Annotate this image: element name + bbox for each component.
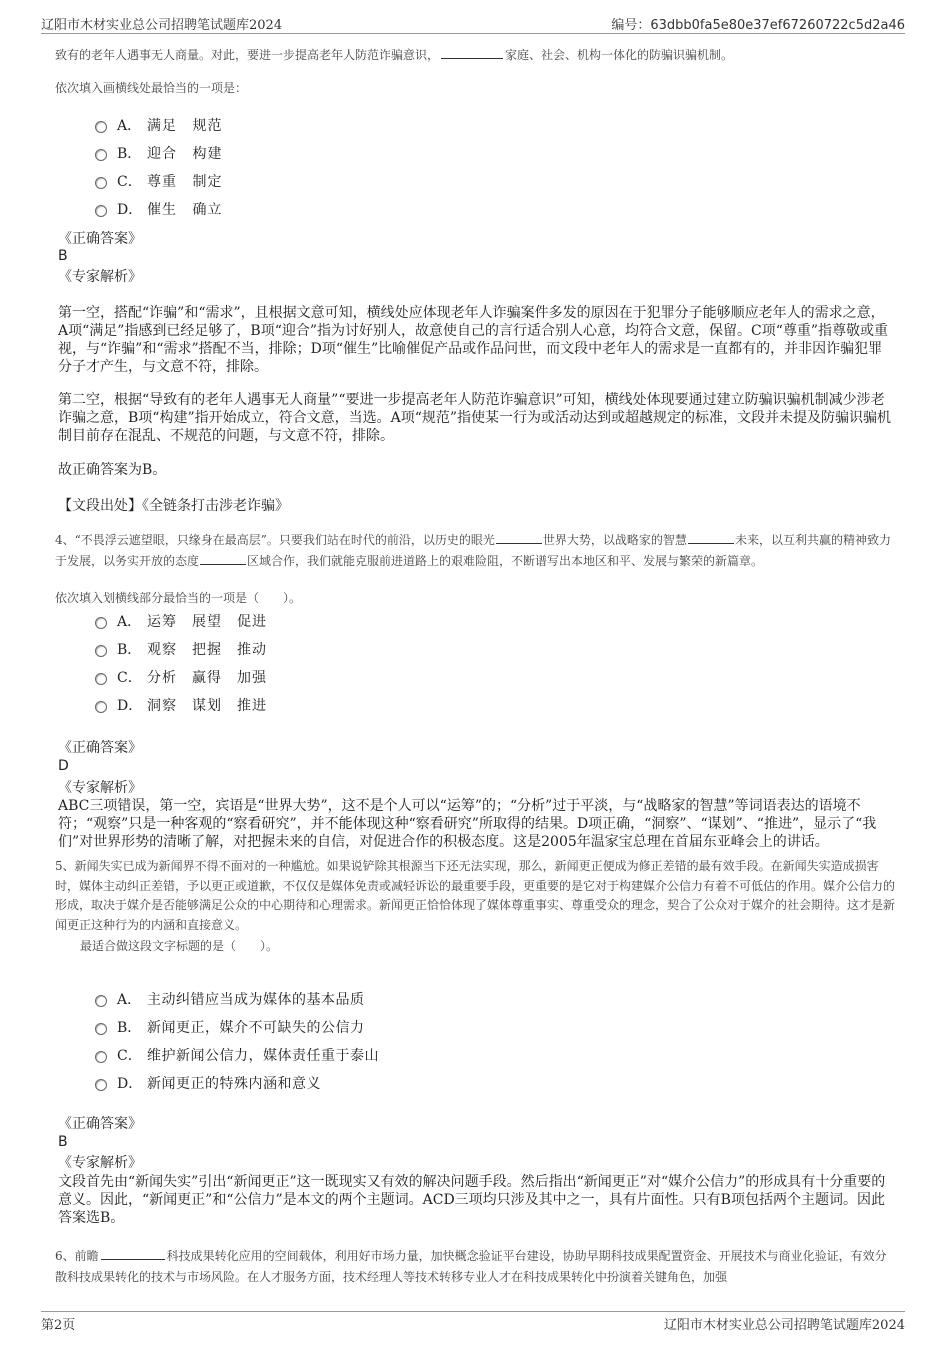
radio-icon[interactable] [95, 1079, 107, 1091]
footer-title: 辽阳市木材实业总公司招聘笔试题库2024 [663, 1318, 905, 1333]
q6-stem: 6、前瞻 科技成果转化应用的空间载体，利用好市场力量，加快概念验证平台建设，协助早期科技成果配置资金、开展技术与商业化验证，有效分散科技成果转化的技术与市场风险。在人才服务方面，技术经理人等技术转移专业人才在科技成果转化中扮演着关键角色，加强 [55, 1245, 895, 1288]
footer-divider [41, 1311, 905, 1312]
q3-prompt: 依次填入画横线处最恰当的一项是： [55, 81, 248, 95]
q4-blank-1 [496, 529, 542, 544]
q5-options [95, 985, 379, 1097]
header-divider [41, 33, 905, 34]
header-title: 辽阳市木材实业总公司招聘笔试题库2024 [41, 18, 283, 33]
q5-option-c[interactable]: C． 维护新闻公信力，媒体责任重于泰山 [95, 1041, 379, 1069]
radio-icon[interactable] [95, 645, 107, 657]
radio-icon[interactable] [95, 617, 107, 629]
q6-number: 6、前瞻 [55, 1249, 99, 1263]
q4-option-b[interactable]: B． 观察 把握 推动 [95, 635, 267, 663]
q4-answer: D [58, 758, 69, 774]
q5-stem: 5、新闻失实已成为新闻界不得不面对的一种尴尬。如果说铲除其根源当下还无法实现，那么，新闻更正便成为修正差错的最有效手段。在新闻失实造成损害时，媒体主动纠正差错，予以更正或道歉，不仅仅是媒体免责或减轻诉讼的最重要手段，更重要的是它对于构建媒介公信力有着不可低估的作用。媒介公信力的形成，取决于媒介是否能够满足公众的中心期待和心理需求。新闻更正恰恰体现了媒体尊重事实、尊重受众的理念，契合了公众对于媒介的社会期待。这才是新闻更正这种行为的内涵和直接意义。 [55, 859, 896, 932]
radio-icon[interactable] [95, 1023, 107, 1035]
q3-analysis-p3: 故正确答案为B。 [58, 462, 167, 478]
radio-icon[interactable] [95, 149, 107, 161]
q4-prompt: 依次填入划横线部分最恰当的一项是（ ）。 [55, 591, 302, 605]
page-header [0, 0, 950, 34]
q5-option-a[interactable]: A． 主动纠错应当成为媒体的基本品质 [95, 985, 379, 1013]
q3-stem-text-b: 家庭、社会、机构一体化的防骗识骗机制。 [505, 48, 734, 62]
q4-option-d[interactable]: D． 洞察 谋划 推进 [95, 691, 267, 719]
q3-option-d[interactable]: D． 催生 确立 [95, 195, 222, 223]
q3-blank [441, 44, 503, 59]
radio-icon[interactable] [95, 701, 107, 713]
q3-analysis-p1: 第一空，搭配“诈骗”和“需求”，且根据文意可知，横线处应体现老年人诈骗案件多发的原因在于犯罪分子能够顺应老年人的需求之意，A项“满足”指感到已经足够了，B项“迎合”指为讨好别人，故意使自己的言行适合别人心意，均符合文意，保留。C项“尊重”指尊敬或重视，与“诈骗”和“需求”搭配不当，排除；D项“催生”比喻催促产品或作品问世，而文段中老年人的需求是一直都有的，并非因诈骗犯罪分子才产生，与文意不符，排除。 [58, 305, 889, 375]
q3-option-a[interactable]: A． 满足 规范 [95, 111, 222, 139]
q3-analysis-p2: 第二空，根据“导致有的老年人遇事无人商量”“要进一步提高老年人防范诈骗意识”可知，横线处体现要通过建立防骗识骗机制减少涉老诈骗之意，B项“构建”指开始成立，符合文意，当选。A项“规范”指使某一行为或活动达到或超越规定的标准，文段并未提及防骗识骗机制目前存在混乱、不规范的问题，与文意不符，排除。 [58, 392, 892, 444]
radio-icon[interactable] [95, 1051, 107, 1063]
q3-stem-text-a: 致有的老年人遇事无人商量。对此，要进一步提高老年人防范诈骗意识， [55, 48, 440, 62]
q3-option-b[interactable]: B． 迎合 构建 [95, 139, 222, 167]
radio-icon[interactable] [95, 121, 107, 133]
q3-option-c[interactable]: C． 尊重 制定 [95, 167, 222, 195]
q4-analysis-label: 《专家解析》 [58, 780, 142, 796]
radio-icon[interactable] [95, 205, 107, 217]
q3-stem [55, 44, 895, 65]
q4-option-c[interactable]: C． 分析 赢得 加强 [95, 663, 267, 691]
q5-analysis: 文段首先由“新闻失实”引出“新闻更正”这一既现实又有效的解决问题手段。然后指出“新闻更正”对“媒介公信力”的形成具有十分重要的意义。因此，“新闻更正”和“公信力”是本文的两个主题词。ACD三项均只涉及其中之一，具有片面性。只有B项包括两个主题词。因此答案选B。 [58, 1174, 886, 1226]
q5-analysis-label: 《专家解析》 [58, 1155, 142, 1171]
q3-answer: B [58, 248, 68, 264]
q4-stem: 4、“不畏浮云遮望眼，只缘身在最高层”。只要我们站在时代的前沿，以历史的眼光 世界大势，以战略家的智慧 未来，以互利共赢的精神致力于发展，以务实开放的态度 区域合作，我们就能克服前进道路上的艰难险阻，不断谱写出本地区和平、发展与繁荣的新篇章。 [55, 529, 895, 571]
q4-blank-2 [688, 529, 734, 544]
q3-options [95, 111, 222, 223]
q5-prompt: 最适合做这段文字标题的是（ ）。 [80, 939, 279, 953]
q5-option-b[interactable]: B． 新闻更正，媒介不可缺失的公信力 [95, 1013, 379, 1041]
radio-icon[interactable] [95, 177, 107, 189]
q4-number: 4、 [55, 533, 75, 547]
header-doc-number: 编号：63dbb0fa5e80e37ef67260722c5d2a46 [611, 18, 905, 33]
q6-blank [101, 1245, 165, 1260]
radio-icon[interactable] [95, 673, 107, 685]
q3-analysis-label: 《专家解析》 [58, 269, 142, 285]
q5-answer: B [58, 1134, 68, 1150]
q4-options [95, 607, 267, 719]
q4-blank-3 [200, 550, 246, 565]
q5-answer-label: 《正确答案》 [58, 1116, 142, 1132]
q4-answer-label: 《正确答案》 [58, 740, 142, 756]
q4-analysis: ABC三项错误，第一空，宾语是“世界大势”，这不是个人可以“运筹”的；“分析”过于平淡，与“战略家的智慧”等词语表达的语境不符；“观察”只是一种客观的“察看研究”，并不能体现这种“察看研究”所取得的结果。D项正确，“洞察”、“谋划”、“推进”，显示了“我们”对世界形势的清晰了解，对把握未来的自信，对促进合作的积极态度。这是2005年温家宝总理在首届东亚峰会上的讲话。 [58, 798, 877, 850]
footer-page-number: 第2页 [41, 1318, 76, 1333]
q3-source: 【文段出处】《全链条打击涉老诈骗》 [58, 498, 289, 514]
q5-option-d[interactable]: D． 新闻更正的特殊内涵和意义 [95, 1069, 379, 1097]
radio-icon[interactable] [95, 995, 107, 1007]
q4-option-a[interactable]: A． 运筹 展望 促进 [95, 607, 267, 635]
q5-number: 5、 [55, 859, 75, 873]
q3-answer-label: 《正确答案》 [58, 231, 142, 247]
